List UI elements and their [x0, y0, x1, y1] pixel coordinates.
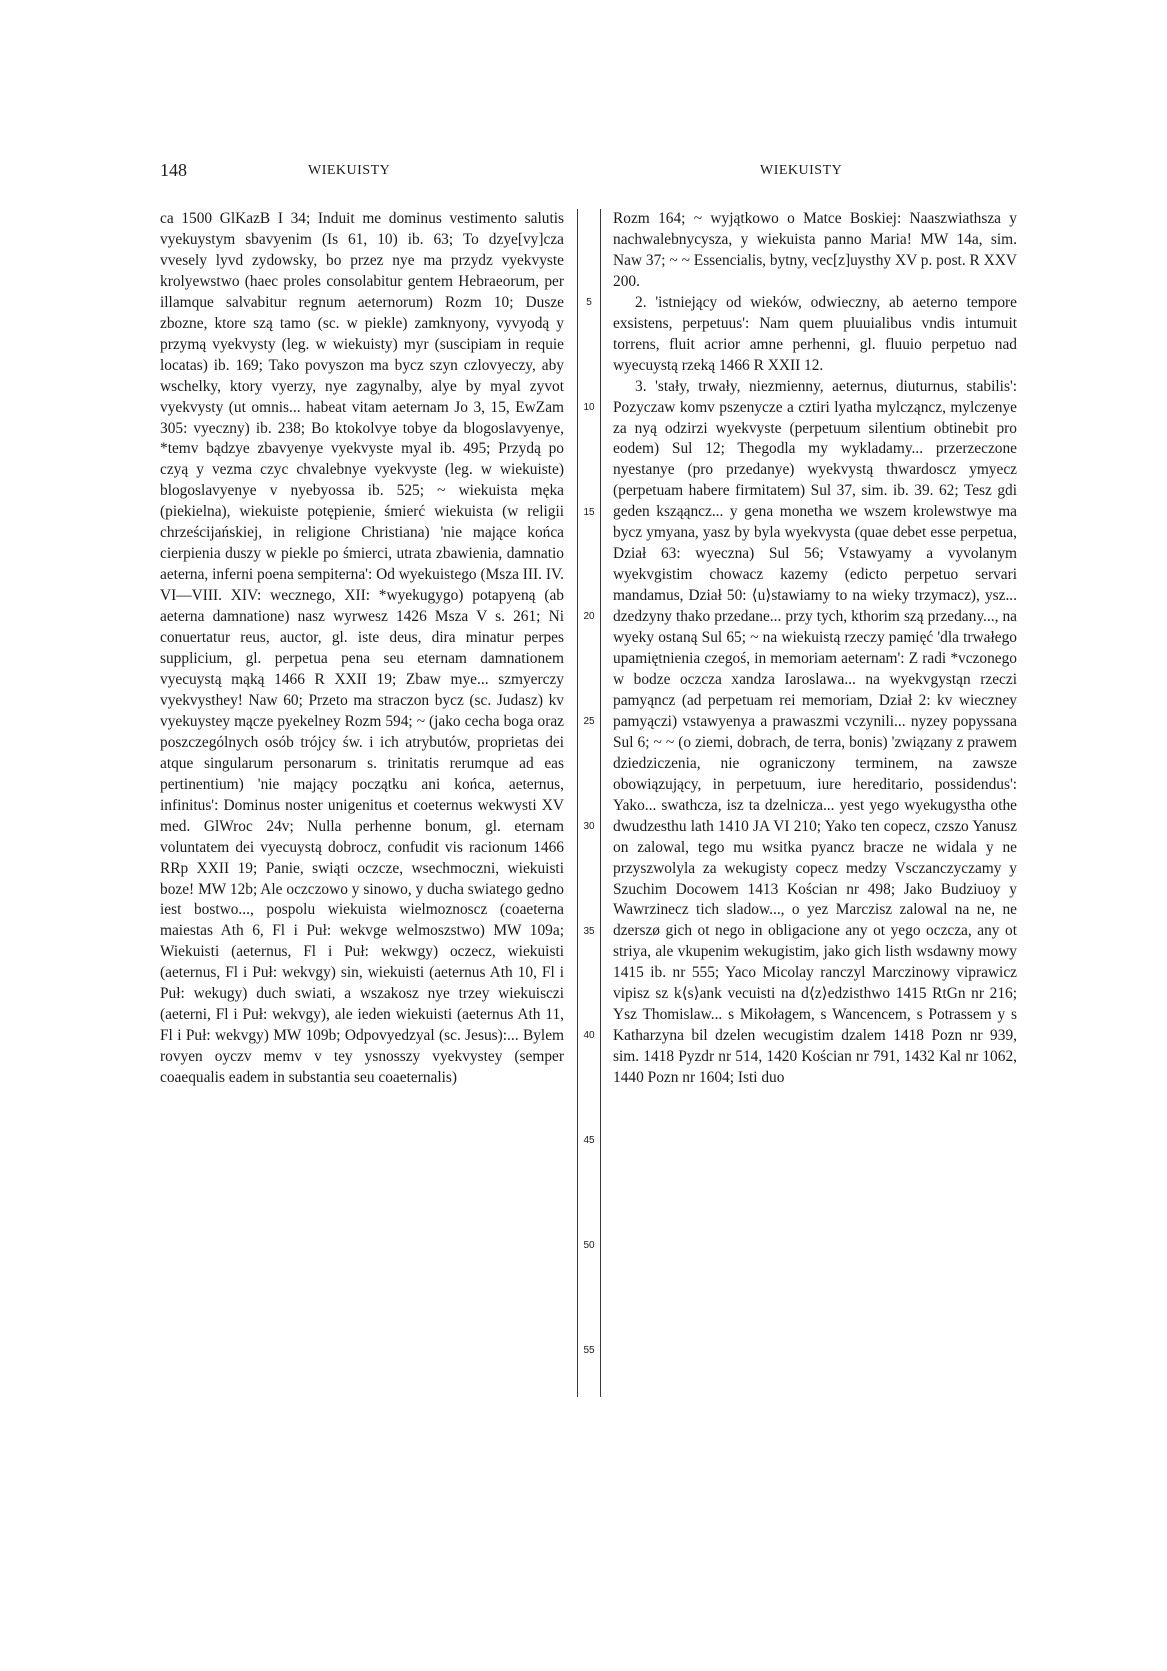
running-header [0, 160, 1167, 184]
left-column [160, 209, 564, 1089]
right-column-paragraph: 3. 'stały, trwały, niezmienny, aeternus, diuturnus, stabilis': Pozyczaw komv pszenycze a cztiri lyatha mylcząncz, mylczenye za nyą odzirzi wyekvyste (perpetuum silentium obtinebit pro eodem) Sul 12; Thegodla my wykladamy... przerzeczone nyestanye (pro przedanye) wyekvystą thwardoscz ymyecz (perpetuam habere firmitatem) Sul 37, sim. ib. 39. 62; Tesz gdi geden ksząąncz... y gena monetha we wszem krolewstwye ma bycz ymyana, yasz by byla wyekvysta (quae debet esse perpetua, Dział 63: wyeczna) Sul 56; Vstawyamy a vyvolanym wyekvgistim chowacz kazemy (edicto perpetuo servari mandamus, Dział 50: ⟨u⟩stawiamy to na wieky trzymacz), ysz... dzedzyny thako przedane... przy tych, kthorim szą przedany..., na wyeky ostaną Sul 65; ~ na wiekuistą rzeczy pamięć 'dla trwałego upamiętnienia czegoś, in memoriam aeternam': Z radi *vczonego w bodze oczcza xandza Iaroslawa... na wyekvgystąn rzeczi pamyąncz (ad perpetuam rei memoriam, Dział 2: kv wieczney pamyączi) vstawyenya a prawaszmi vczynili... nyzey popyssana Sul 6; ~ ~ (o ziemi, dobrach, de terra, bonis) 'związany z prawem dziedziczenia, nie ograniczony terminem, na zawsze obowiązujący, in perpetuum, iure hereditario, possidendus': Yako... swathcza, isz ta dzelnicza... yest yego wyekugystha othe dwudzesthu lath 1410 JA VI 210; Yako ten copecz, czszo Yanusz on zalowal, tego mu wsitka pyancz bracze ne widala y ne przyszwolyla za wekugisty copecz medzy Vsczanczyczamy y Szuchim Docowem 1413 Kościan nr 498; Jako Budziuoy y Wawrzinecz tich sladow..., o yez Marczisz zalowal na ne, ne dzerszø gich ot nego in obligacione any ot yego oczcza, any ot striya, ale vkupenim wekugistim, jako gich listh wsdawny mowy 1415 ib. nr 555; Yaco Micolay ranczyl Marczinowy viprawicz vipisz sz k⟨s⟩ank vecuisti na d⟨z⟩edzisthwo 1415 RtGn nr 216; Ysz Thomislaw... s Mikołagem, s Wancencem, s Potrassem y s Katharzyna bil dzelen wecugistim dzalem 1418 Pozn nr 939, sim. 1418 Pyzdr nr 514, 1420 Kościan nr 791, 1432 Kal nr 1062, 1440 Pozn nr 1604; Isti duo [613, 377, 1017, 1087]
line-number: 50 [583, 1240, 595, 1251]
right-column [613, 209, 1017, 1089]
line-number-gutter [578, 209, 600, 1399]
right-column-paragraph: 2. 'istniejący od wieków, odwieczny, ab aeterno tempore exsistens, perpetuus': Nam quem pluuialibus vndis intumuit torrens, fluit acrior amne perhenni, gl. fluuio perpetuo nad wyecuystą rzeką 1466 R XXII 12. [613, 293, 1017, 374]
running-head-right: WIEKUISTY [760, 163, 843, 178]
line-number: 40 [583, 1030, 595, 1041]
line-number: 25 [583, 716, 595, 727]
column-rule-right [600, 209, 601, 1397]
right-column-paragraph: Rozm 164; ~ wyjątkowo o Matce Boskiej: Naaszwiathsza y nachwalebnycysza, y wiekuista panno Maria! MW 14a, sim. Naw 37; ~ ~ Essencialis, bytny, vec[z]uysthy XV p. post. R XXV 200. [613, 210, 1017, 290]
running-head-left: WIEKUISTY [308, 163, 391, 178]
line-number: 55 [583, 1345, 595, 1356]
left-column-paragraph: ca 1500 GlKazB I 34; Induit me dominus vestimento salutis vyekuystym sbavyenim (Is 61, 10) ib. 63; To dzye[vy]cza vvesely lyvd zydowsky, bo przez nye ma przydz vyekvyste krolyewstwo (haec proles consolabitur gentem Hebraeorum, per illamque salvabitur regnum aeternorum) Rozm 10; Dusze zbozne, ktore szą tamo (sc. w piekle) zamknyony, vyvyodą y przymą vyekvysty (leg. w wiekuisty) myr (suscipiam in requie locatas) ib. 169; Tako povyszon ma bycz szyn czlovyeczy, aby wschelky, ktory vyerzy, nye zagynalby, alye by myal zyvot vyekvysty (ut omnis... habeat vitam aeternam Jo 3, 15, EwZam 305: vyeczny) ib. 238; Bo ktokolvye tobye da blogoslavyenye, *temv bądzye zbavyenye vyekvyste myal ib. 495; Przydą po czyą y vezma czyc chvalebnye vyekvyste (leg. w wiekuiste) blogoslavyenye v nyebyossa ib. 525; ~ wiekuista męka (piekielna), wiekuiste potępienie, śmierć wiekuista (w religii chrześcijańskiej, in religione Christiana) 'nie mające końca cierpienia duszy w piekle po śmierci, utrata zbawienia, damnatio aeterna, inferni poena sempiterna': Od wyekuistego (Msza III. IV. VI—VIII. XIV: wecznego, XII: *wyekugygo) potapyeną (ab aeterna damnatione) nasz wyrwesz 1426 Msza V s. 261; Ni conuertatur reus, auctor, gl. iste deus, dira minatur perpes supplicium, gl. perpetua pena seu eternam damnationem vyecuystą mąką 1466 R XXII 19; Zbaw mye... szmyerczy vyekvysthey! Naw 60; Przeto ma straczon bycz (sc. Judasz) kv vyekuystey mącze pyekelney Rozm 594; ~ (jako cecha boga oraz poszczególnych osób trójcy św. i ich atrybutów, proprietas dei atque singularum personarum s. trinitatis rerumque ad eas pertinentium) 'nie mający początku ani końca, aeternus, infinitus': Dominus noster unigenitus et coeternus wekwysti XV med. GlWroc 24v; Nulla perhenne bonum, gl. eternam voluntatem dei vyecuystą dobrocz, confudit vis racionum 1466 RRp XXII 19; Panie, swiąti oczcze, wsechmoczni, wiekuisti boze! MW 12b; Ale oczczowo y sinowo, y ducha swiatego gedno iest bostwo..., pospolu wiekuista wielmoznoscz (coaeterna maiestas Ath 6, Fl i Puł: wekvge welmoszstwo) MW 109a; Wiekuisti (aeternus, Fl i Puł: wekwgy) oczecz, wiekuisti (aeternus, Fl i Puł: wekvgy) sin, wiekuisti (aeternus Ath 10, Fl i Puł: wekugy) duch swiati, a wszakosz nye trzey wiekuisczi (aeterni, Fl i Puł: wekvgy), ale ieden wiekuisti (aeternus Ath 11, Fl i Puł: wekvgy) MW 109b; Odpovyedzyal (sc. Jesus):... Bylem rovyen oyczv memv v tey ysnosszy vyekvystey (semper coaequalis eadem in substantia seu coaeternalis) [160, 210, 564, 1087]
line-number: 5 [586, 297, 592, 308]
line-number: 10 [583, 402, 595, 413]
line-number: 15 [583, 507, 595, 518]
line-number: 45 [583, 1135, 595, 1146]
line-number: 30 [583, 821, 595, 832]
line-number: 20 [583, 611, 595, 622]
page-number: 148 [160, 160, 187, 180]
line-number: 35 [583, 926, 595, 937]
